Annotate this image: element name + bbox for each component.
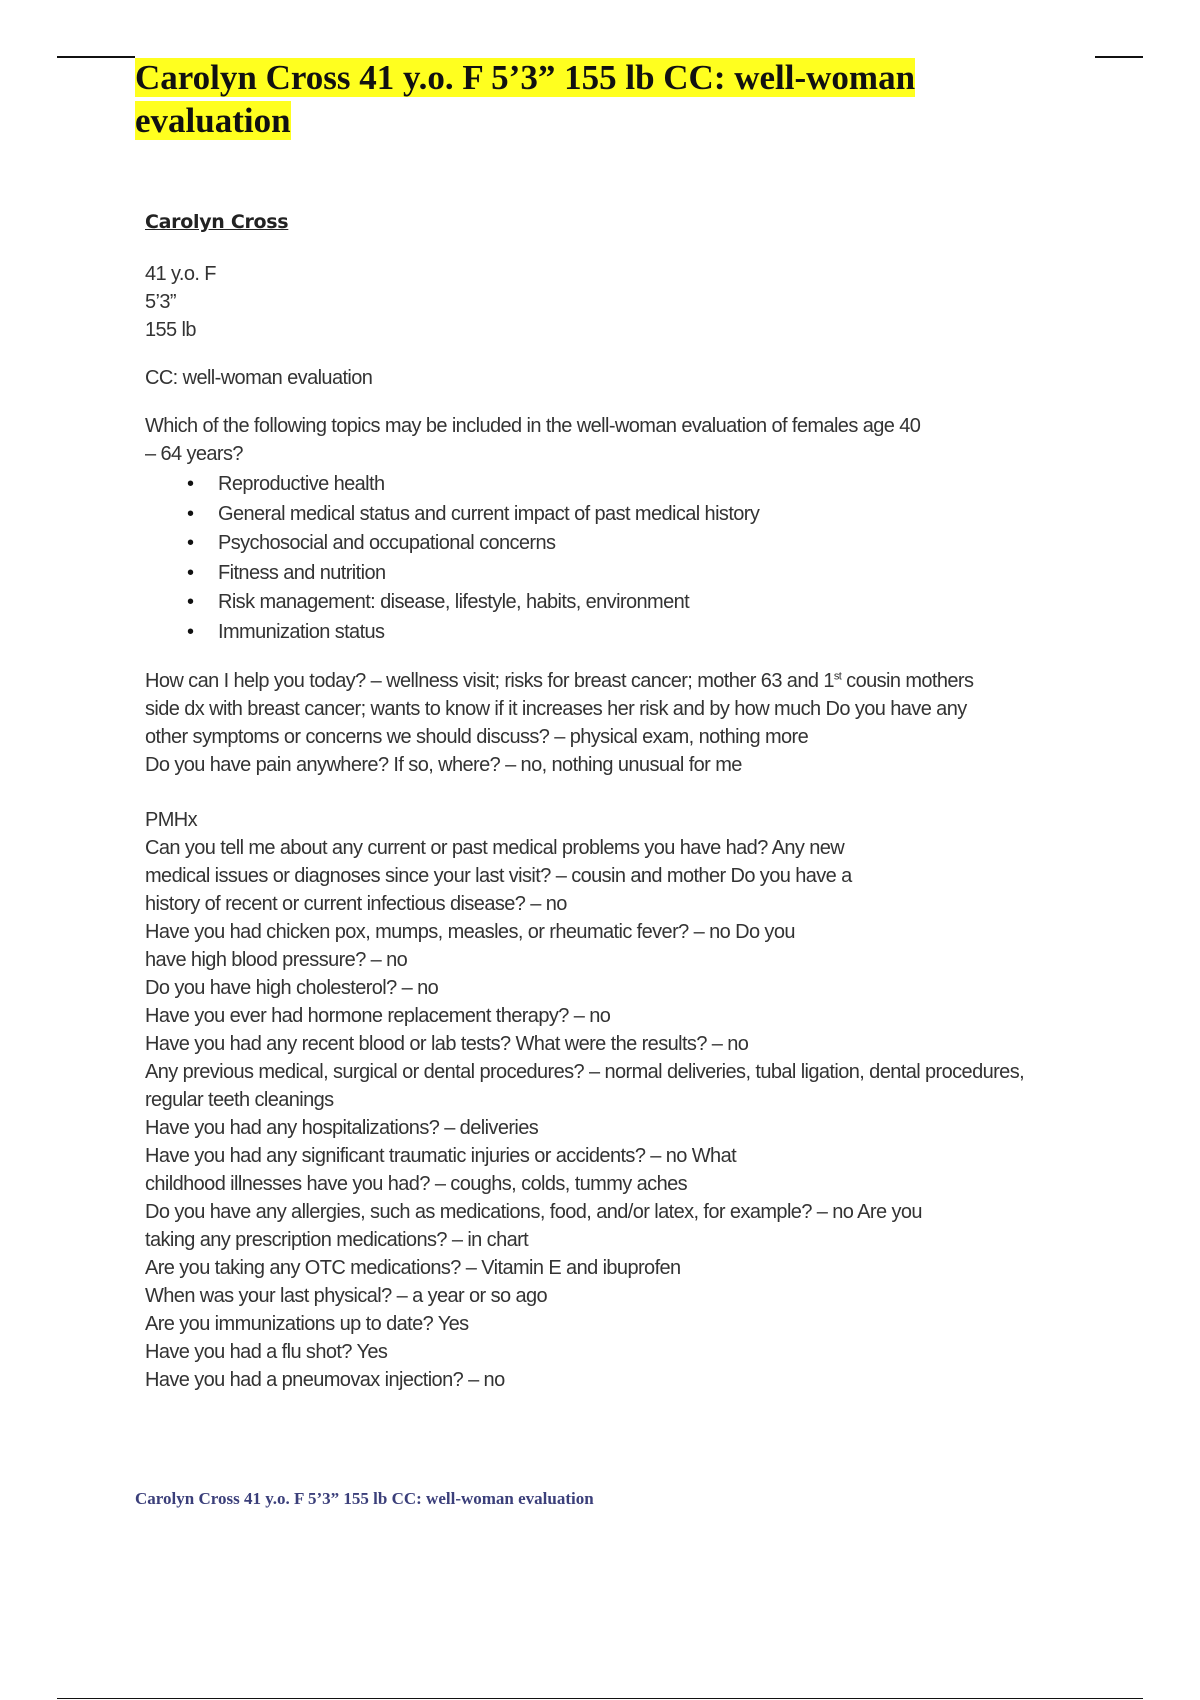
list-item: • Risk management: disease, lifestyle, habits, environment xyxy=(187,588,1095,618)
list-item: • Psychosocial and occupational concerns xyxy=(187,529,1095,559)
pmhx-line: Do you have any allergies, such as medications, food, and/or latex, for example? – no Are you xyxy=(145,1201,922,1223)
age-sex: 41 y.o. F xyxy=(145,263,216,285)
page-footer: Carolyn Cross 41 y.o. F 5’3” 155 lb CC: well-woman evaluation xyxy=(135,1489,594,1508)
topics-list xyxy=(145,470,1095,647)
height: 5’3” xyxy=(145,291,176,313)
weight: 155 lb xyxy=(145,319,196,341)
list-item: • Immunization status xyxy=(187,618,1095,648)
pmhx-line: Have you had chicken pox, mumps, measles, or rheumatic fever? – no Do you xyxy=(145,921,795,943)
pmhx-line: have high blood pressure? – no xyxy=(145,949,408,971)
list-item: • General medical status and current impact of past medical history xyxy=(187,500,1095,530)
pmhx-line: Have you had any hospitalizations? – deliveries xyxy=(145,1117,539,1139)
pmhx-line: childhood illnesses have you had? – coughs, colds, tummy aches xyxy=(145,1173,688,1195)
visit-line-2: side dx with breast cancer; wants to know if it increases her risk and by how much Do you have any xyxy=(145,698,967,720)
pmhx-line: history of recent or current infectious disease? – no xyxy=(145,893,567,915)
pmhx-line: Have you ever had hormone replacement therapy? – no xyxy=(145,1005,611,1027)
list-item: • Reproductive health xyxy=(187,470,1095,500)
pmhx-line: Can you tell me about any current or past medical problems you have had? Any new xyxy=(145,837,845,859)
topics-question-line-2: – 64 years? xyxy=(145,443,243,465)
pmhx-line: Are you taking any OTC medications? – Vitamin E and ibuprofen xyxy=(145,1257,681,1279)
footer-rule xyxy=(57,1698,1143,1699)
pmhx-heading: PMHx xyxy=(145,809,198,831)
pmhx-line: Have you had a pneumovax injection? – no xyxy=(145,1369,505,1391)
document-title xyxy=(135,56,1015,142)
pmhx-line: taking any prescription medications? – in chart xyxy=(145,1229,529,1251)
document-body xyxy=(145,208,1095,1394)
pmhx-section xyxy=(145,834,1095,1394)
visit-line-4: Do you have pain anywhere? If so, where? – no, nothing unusual for me xyxy=(145,754,742,776)
pmhx-line: Any previous medical, surgical or dental procedures? – normal deliveries, tubal ligation, dental procedures, xyxy=(145,1061,1025,1083)
visit-line-1-end: cousin mothers xyxy=(841,670,974,692)
pmhx-line: When was your last physical? – a year or so ago xyxy=(145,1285,548,1307)
pmhx-line: regular teeth cleanings xyxy=(145,1089,334,1111)
header-rule-right xyxy=(1095,56,1143,58)
list-item: • Fitness and nutrition xyxy=(187,559,1095,589)
pmhx-line: Have you had a flu shot? Yes xyxy=(145,1341,388,1363)
pmhx-line: Have you had any significant traumatic injuries or accidents? – no What xyxy=(145,1145,737,1167)
chief-complaint: CC: well-woman evaluation xyxy=(145,367,373,389)
visit-line-1-text: How can I help you today? – wellness visit; risks for breast cancer; mother 63 and 1 xyxy=(145,670,834,692)
patient-name-heading: Carolyn Cross xyxy=(145,211,289,233)
pmhx-line: Are you immunizations up to date? Yes xyxy=(145,1313,469,1335)
topics-question-line-1: Which of the following topics may be included in the well-woman evaluation of females age 40 xyxy=(145,415,921,437)
pmhx-line: medical issues or diagnoses since your last visit? – cousin and mother Do you have a xyxy=(145,865,852,887)
header-rule-left xyxy=(57,56,135,58)
pmhx-line: Have you had any recent blood or lab tests? What were the results? – no xyxy=(145,1033,749,1055)
ordinal-suffix: st xyxy=(833,670,842,683)
visit-line-3: other symptoms or concerns we should discuss? – physical exam, nothing more xyxy=(145,726,809,748)
title-highlight: Carolyn Cross 41 y.o. F 5’3” 155 lb CC: well-woman evaluation xyxy=(135,58,916,140)
pmhx-line: Do you have high cholesterol? – no xyxy=(145,977,439,999)
visit-line-1 xyxy=(145,667,1095,695)
